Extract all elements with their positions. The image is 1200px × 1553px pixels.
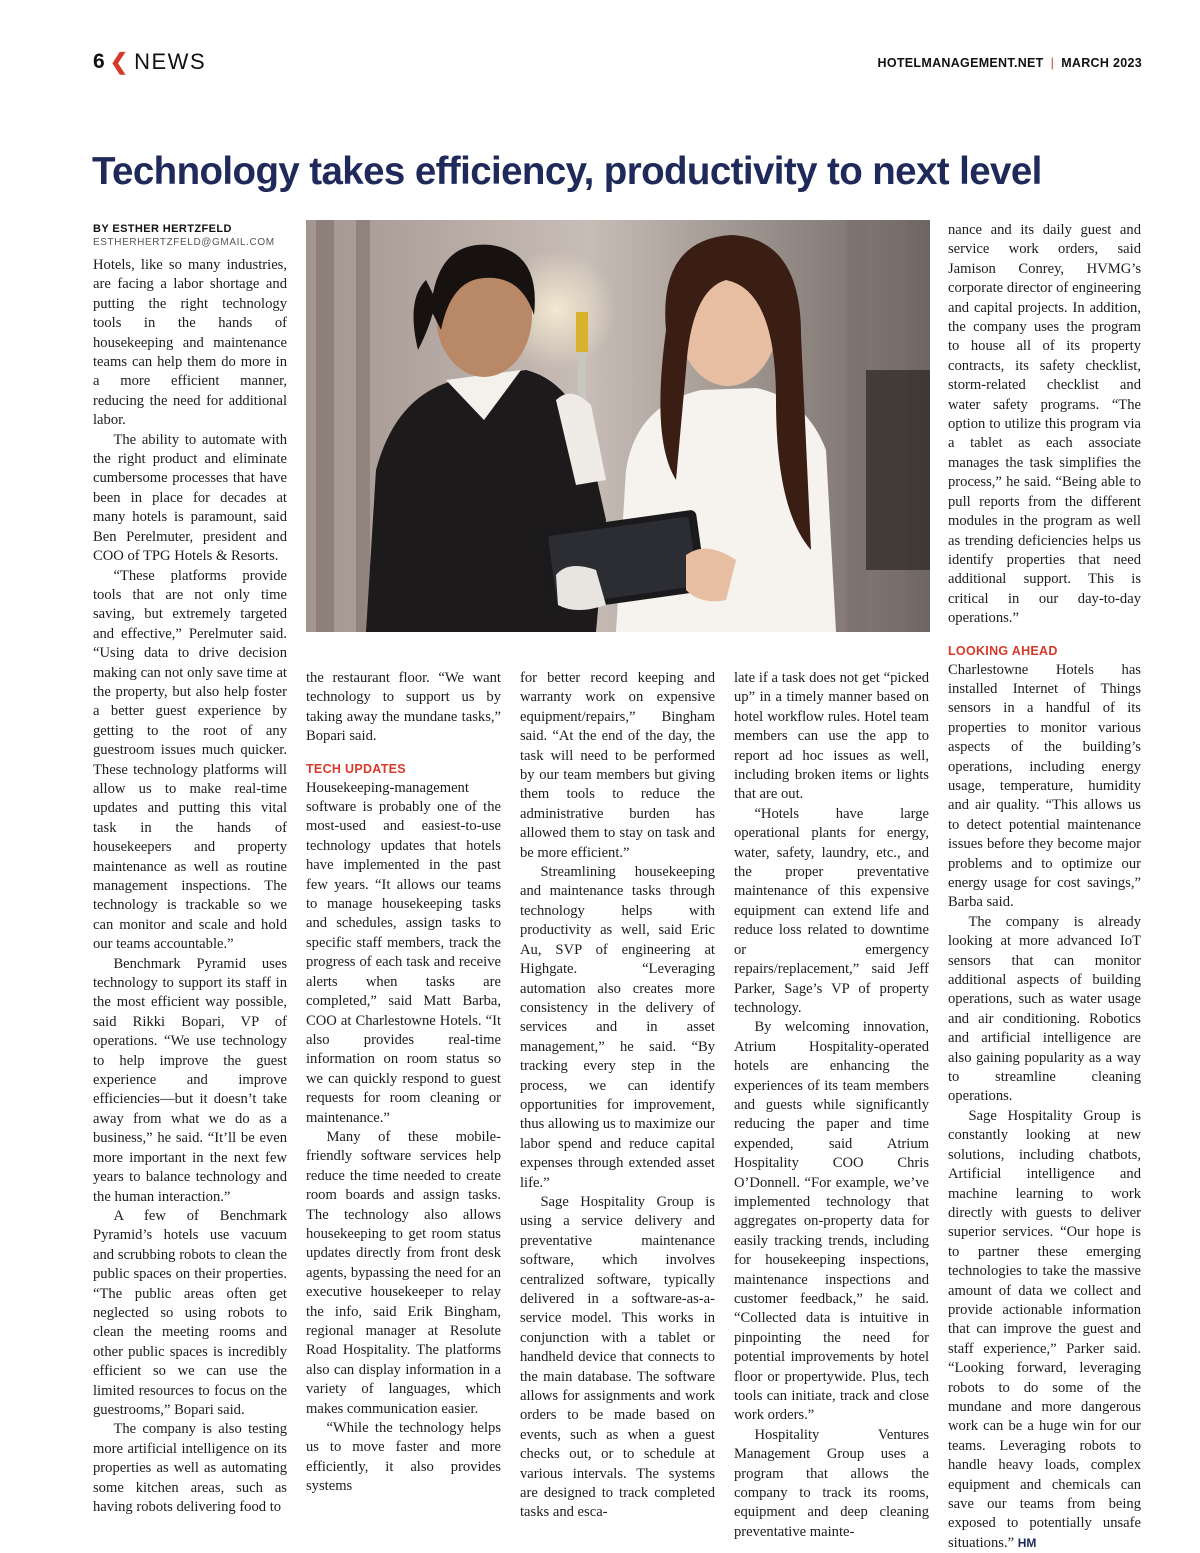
byline: BY ESTHER HERTZFELD <box>93 223 232 235</box>
photo-housekeeper-and-manager-with-tablet <box>306 220 930 632</box>
paragraph: The ability to automate with the right product and eliminate cumbersome processes that have been in place for decades at many hotels is paramount, said Ben Perelmuter, president and COO of TPG Hotels & Resorts. <box>93 431 287 565</box>
paragraph: By welcoming innovation, Atrium Hospitality-operated hotels are enhancing the experiences of its team members and guests while significantly reducing the paper and time expended, said Atrium Hospitality COO Chris O’Donnell. “For example, we’ve implemented technology that aggregates on-property data for easily tracking trends, including for housekeeping inspections, maintenance inspections and customer feedback,” he said. “Collected data is intuitive in pinpointing the need for potential improvements by hotel floor or propertywide. Plus, tech tools can initiate, track and close work orders.” <box>734 1019 929 1424</box>
paragraph: “Hotels have large operational plants for energy, water, safety, laundry, etc., and the proper preventative maintenance of this expensive equipment can extend life and reduce loss related to downtime or emergency repairs/replacement,” said Jeff Parker, Sage’s VP of property technology. <box>734 805 929 1016</box>
paragraph: A few of Benchmark Pyramid’s hotels use vacuum and scrubbing robots to clean the public spaces on their properties. “The public areas often get neglected so using robots to clean the meeting rooms and other public spaces is incredibly efficient so we can use the limited resources to focus on the guestrooms,” Bopari said. <box>93 1207 287 1418</box>
paragraph: The company is also testing more artificial intelligence on its properties as well as automating some kitchen areas, such as having robots delivering food to <box>93 1421 287 1515</box>
paragraph: The company is already looking at more advanced IoT sensors that can monitor additional aspects of building operations, such as water usage and air conditioning. Robotics and artificial intelligence are also gaining popularity as a way to streamline cleaning operations. <box>948 913 1141 1105</box>
paragraph: Hotels, like so many industries, are facing a labor shortage and putting the right technology tools in the hands of housekeeping and maintenance teams can help them do more in a more efficient manner, reducing the need for additional labor. <box>93 257 287 429</box>
paragraph: for better record keeping and warranty work on expensive equipment/repairs,” Bingham said. “At the end of the day, the task will need to be performed by our team members but giving them tools to reduce the administrative burden has allowed them to stay on task and be more efficient.” <box>520 670 715 861</box>
issue-date: MARCH 2023 <box>1061 56 1142 70</box>
article-photo <box>306 220 930 632</box>
subhead-tech-updates: TECH UPDATES <box>306 761 406 776</box>
paragraph: Sage Hospitality Group is using a service delivery and preventative maintenance software, which involves centralized software, typically delivered in a software-as-a-service model. This works in conjunction with a tablet or handheld device that connects to the main database. The software allows for assignments and work orders to be made based on events, such as when a guest checks out, or to schedule at various intervals. The systems are designed to track completed tasks and esca- <box>520 1193 715 1521</box>
subhead-looking-ahead: LOOKING AHEAD <box>948 643 1058 658</box>
column-3 <box>520 669 715 1523</box>
paragraph <box>948 1107 1141 1553</box>
paragraph: “These platforms provide tools that are not only time saving, but extremely targeted and effective,” Perelmuter said. “Using data to drive decision making can not only save time at the property, but also help foster a better guest experience by getting to the root of any guestroom issues much quicker. These technology platforms will allow us to make real-time updates and putting this vital task in the hands of housekeepers and property maintenance as well as routine management inspections. The technology is trackable so we can monitor and scale and hold our teams accountable.” <box>93 567 287 953</box>
paragraph: Many of these mobile-friendly software services help reduce the time needed to create room boards and assign tasks. The technology also allows housekeeping to get room status updates directly from front desk agents, bypassing the need for an executive housekeeper to relay the info, said Erik Bingham, regional manager at Resolute Road Hospitality. The platforms also can display information in a variety of languages, which makes communication easier. <box>306 1128 501 1417</box>
paragraph: Housekeeping-management software is probably one of the most-used and easiest-to-use technology updates that hotels have implemented in the past few years. “It allows our teams to manage housekeeping tasks and schedules, assign tasks to specific staff members, track the progress of each task and receive alerts when tasks are completed,” said Matt Barba, COO at Charlestowne Hotels. “It also provides real-time information on room status so we can quickly respond to guest requests for room cleaning or maintenance.” <box>306 779 501 1126</box>
column-2 <box>306 669 501 1497</box>
page-folio <box>93 48 206 76</box>
chevron-left-icon: ❮ <box>109 49 129 74</box>
paragraph: late if a task does not get “picked up” in a timely manner based on hotel workflow rules. Hotel team members can use the app to report ad hoc issues as well, including broken items or lights that are out. <box>734 670 929 803</box>
column-4 <box>734 669 929 1542</box>
column-1 <box>93 222 287 1517</box>
article-headline: Technology takes efficiency, productivity to next level <box>92 150 1042 193</box>
page-number: 6 <box>93 50 105 73</box>
running-head-separator: | <box>1050 56 1055 70</box>
paragraph: the restaurant floor. “We want technology to support us by taking away the mundane tasks,” Bopari said. <box>306 670 501 745</box>
running-head <box>878 56 1143 70</box>
end-mark: HM <box>1017 1535 1037 1550</box>
section-label: NEWS <box>134 49 207 74</box>
paragraph: Hospitality Ventures Management Group uses a program that allows the company to track its rooms, equipment and deep cleaning preventative mainte- <box>734 1426 929 1540</box>
paragraph: Streamlining housekeeping and maintenance tasks through technology helps with productivity as well, said Eric Au, SVP of engineering at Highgate. “Leveraging automation also creates more consistency in the delivery of services and in asset management,” he said. “By tracking every step in the process, we can identify opportunities for improvement, thus allowing us to maximize our labor spend and reduce capital expenses through extended asset life.” <box>520 864 715 1191</box>
paragraph-text: Sage Hospitality Group is constantly looking at new solutions, including chatbots, Artificial intelligence and machine learning to work directly with guests to deliver superior services. “Our hope is to partner these emerging technologies to take the massive amount of data we collect and provide actionable information that can improve the guest and staff experience,” Parker said. “Looking forward, leveraging robots to do some of the mundane and more dangerous work can be a huge win for our teams. Leveraging robots to handle heavy loads, complex equipment and chemicals can save our teams from being exposed to potentially unsafe situations.” <box>948 1107 1141 1551</box>
paragraph: Benchmark Pyramid uses technology to support its staff in the most efficient way possible, said Rikki Bopari, VP of operations. “We use technology to help improve the guest experience and improve efficiencies—but it doesn’t take away from what we do as a business,” he said. “It’ll be even more important in the next few years to balance technology and the human interaction.” <box>93 955 287 1205</box>
column-5 <box>948 221 1141 1553</box>
paragraph: Charlestowne Hotels has installed Internet of Things sensors in a handful of its properties to monitor various aspects of the building’s operations, including energy usage, temperature, humidity and air quality. “This allows us to detect potential maintenance issues before they become major problems and to optimize our energy usage for cost savings,” Barba said. <box>948 661 1141 911</box>
site-name: HOTELMANAGEMENT.NET <box>877 56 1044 70</box>
paragraph: “While the technology helps us to move faster and more efficiently, it also provides systems <box>306 1420 501 1495</box>
author-email: ESTHERHERTZFELD@GMAIL.COM <box>93 237 275 248</box>
paragraph: nance and its daily guest and service work orders, said Jamison Conrey, HVMG’s corporate director of engineering and capital projects. In addition, the company uses the program to house all of its property contracts, its safety checklist, storm-related checklist and water safety programs. “The option to utilize this program via a tablet as each associate manages the task simplifies the process,” he said. “Being able to pull reports from the different modules in the program as well as trending deficiencies helps us identify properties that need additional support. This is critical in our day-to-day operations.” <box>948 222 1141 627</box>
